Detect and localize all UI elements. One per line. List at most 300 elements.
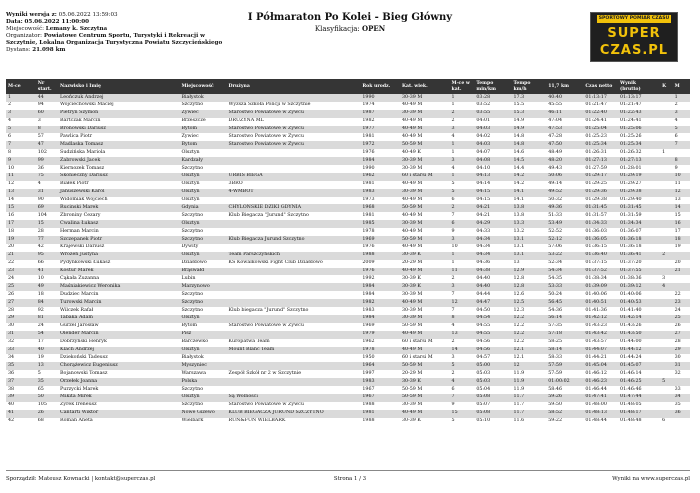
table-cell: Rucinski Marek <box>58 204 179 212</box>
table-cell: 52:12 <box>546 236 583 244</box>
table-cell: 14.5 <box>512 157 547 165</box>
table-cell: 01:29:19 <box>618 173 660 181</box>
table-cell: 54:36 <box>548 307 563 313</box>
table-cell: 49:43 <box>548 165 563 171</box>
table-cell: 59:50 <box>548 402 563 408</box>
table-cell: 1967 <box>362 386 375 392</box>
table-cell <box>660 133 672 141</box>
table-cell: 31 <box>673 362 690 370</box>
table-cell: Bronowski Dariusz <box>58 126 179 134</box>
table-cell <box>660 189 672 197</box>
table-cell: Starostwo Powiatowe w Żywcu <box>228 402 304 408</box>
table-cell: 52:34 <box>548 260 563 266</box>
table-cell: 03:52 <box>476 102 491 108</box>
table-cell: 1997 <box>362 370 375 376</box>
table-row <box>6 386 690 394</box>
table-cell <box>660 402 672 410</box>
table-cell: 01:47:44 <box>618 394 660 402</box>
table-cell: 99 <box>36 157 58 165</box>
table-row <box>6 204 690 212</box>
table-cell: 25 <box>673 315 690 323</box>
table-cell: Starostwo Powiatowe w Żywcu <box>227 126 361 134</box>
table-cell <box>660 362 672 370</box>
table-cell: 24 <box>674 307 681 313</box>
table-cell: Herman Marcin <box>60 228 99 234</box>
table-cell: 01:27:13 <box>583 157 618 165</box>
table-cell: 01:26:31 <box>585 149 607 155</box>
table-cell <box>660 268 672 276</box>
table-cell: Mikita Mirek <box>58 394 179 402</box>
table-cell: 8 <box>673 157 690 165</box>
generated-line: Wyniki wersja z: 05.06.2022 13:59:03 <box>6 12 118 18</box>
table-cell: 75 <box>36 173 58 181</box>
table-cell: 2 <box>451 118 455 124</box>
table-cell: 1974 <box>362 102 375 108</box>
table-cell: 1981 <box>362 134 375 139</box>
table-cell <box>227 331 361 339</box>
table-cell: 14.8 <box>512 141 547 149</box>
table-cell: 4 <box>674 118 678 124</box>
table-cell: Cąkała Zuzanna <box>60 276 100 282</box>
table-cell: 40-49 M <box>400 410 450 418</box>
table-cell: 13.8 <box>512 204 547 212</box>
table-cell: 01:48:44 <box>585 418 607 424</box>
table-row <box>6 220 690 228</box>
table-cell: Madlaska Tomasz <box>58 141 179 149</box>
table-cell: 21 <box>6 252 36 260</box>
table-cell: 5 <box>37 370 41 376</box>
table-cell: 13 <box>450 331 475 339</box>
table-cell: Team Parszczyńskich <box>227 252 361 260</box>
table-cell: Olsztyn <box>179 173 226 181</box>
table-row <box>6 149 690 157</box>
table-cell: 1969 <box>362 323 375 329</box>
table-cell: 19 <box>37 354 44 360</box>
table-cell: 40-49 M <box>400 299 450 307</box>
table-cell <box>660 126 672 134</box>
table-cell: 1950 <box>362 354 375 360</box>
column-header: Tempo min/km <box>474 79 511 94</box>
table-cell: 41 <box>36 268 58 276</box>
table-cell: 8 <box>8 149 12 155</box>
table-cell: 60 i starsi M <box>401 339 433 345</box>
table-cell: 57 <box>37 134 44 139</box>
table-cell: 3 <box>37 118 41 124</box>
table-cell: 01:34:34 <box>618 220 660 228</box>
table-cell: 6 <box>450 220 475 228</box>
table-cell: Są Wolności <box>227 394 361 402</box>
table-cell: 04:13 <box>474 173 511 181</box>
table-cell: Leończuk Andrzej <box>58 94 179 102</box>
table-row <box>6 347 690 355</box>
table-cell: 104 <box>37 212 47 218</box>
table-cell: 11 <box>6 173 36 181</box>
table-cell: 01:40:06 <box>620 291 642 297</box>
table-cell: 01:29:36 <box>583 189 618 197</box>
table-cell: 01:45:07 <box>618 362 660 370</box>
table-cell: 04:08 <box>474 157 511 165</box>
table-cell: Bartczak Marcin <box>60 118 101 124</box>
table-cell: 5 <box>451 181 455 187</box>
table-cell: Pawlica Piotr <box>60 134 93 139</box>
table-cell: 01:43:23 <box>585 323 607 329</box>
table-cell: 17 <box>6 220 36 228</box>
table-cell: 50:06 <box>546 173 583 181</box>
table-cell: 01:44:07 <box>583 347 618 355</box>
table-cell <box>227 197 361 205</box>
table-cell: 56:14 <box>546 315 583 323</box>
table-cell: 40 <box>8 402 15 408</box>
table-cell: 1982 <box>362 118 375 124</box>
table-cell: 04:14 <box>476 181 491 187</box>
table-cell <box>660 212 672 220</box>
table-cell: 22 <box>674 291 681 297</box>
table-cell: 11.6 <box>513 418 525 424</box>
table-cell: 48:20 <box>546 157 583 165</box>
table-cell: 30-39 M <box>400 315 450 323</box>
table-cell: 1985 <box>360 220 400 228</box>
table-cell: 04:38 <box>474 268 511 276</box>
table-cell: Krajewski Dariusz <box>60 244 105 250</box>
table-row <box>6 252 690 260</box>
table-cell: 04:21 <box>474 204 511 212</box>
table-cell: Warszawa <box>181 370 206 376</box>
table-cell: 30-39 M <box>400 157 450 165</box>
table-cell: 7 <box>6 141 36 149</box>
table-cell: 3 <box>450 157 475 165</box>
table-cell <box>660 157 672 165</box>
table-cell: 01:36:05 <box>583 236 618 244</box>
table-cell: 16 <box>673 220 690 228</box>
page-title: I Półmaraton Po Kolei - Bieg Główny <box>247 12 453 23</box>
table-row <box>6 418 690 426</box>
table-cell: 53:22 <box>546 252 583 260</box>
table-cell: Barczewko <box>181 339 209 345</box>
table-cell <box>660 165 672 173</box>
table-cell: DRUŻYNA ML <box>228 118 264 124</box>
table-cell: 30-39 M <box>400 94 450 102</box>
date-line: Data: 05.06.2022 11:00:00 <box>6 19 89 26</box>
table-cell: 3 <box>6 110 36 118</box>
column-header: M <box>673 79 690 94</box>
table-cell: 5 <box>451 418 455 424</box>
table-cell: 04:40 <box>474 283 511 291</box>
table-cell: 14.9 <box>513 118 525 124</box>
table-cell: 15 <box>36 220 58 228</box>
table-cell: 2009 <box>362 260 375 266</box>
table-cell <box>227 299 361 307</box>
table-cell: 04:36 <box>476 260 491 266</box>
table-cell: 56:45 <box>546 299 583 307</box>
table-cell: Olsztyn <box>179 347 226 355</box>
table-cell: 14.8 <box>513 134 525 139</box>
header-row <box>6 79 690 94</box>
table-cell: Bytom <box>179 141 226 149</box>
table-cell: 1969 <box>360 236 400 244</box>
table-cell: Żywiec <box>181 134 199 139</box>
table-cell: 40-49 M <box>400 268 450 276</box>
table-cell <box>660 110 672 118</box>
table-cell: 01:46:14 <box>620 370 642 376</box>
table-cell: Zespół Szkół nr 2 w Szczytnie <box>228 370 302 376</box>
table-cell: 12.2 <box>512 315 547 323</box>
table-cell: 13.8 <box>513 212 525 218</box>
table-cell: 04:34 <box>474 236 511 244</box>
table-cell: 01:44:12 <box>618 347 660 355</box>
table-cell: 04:55 <box>476 323 491 329</box>
table-cell: Chorążewicz Eugeniusz <box>58 362 179 370</box>
table-cell: 10 <box>451 244 458 250</box>
table-cell: Szczepanek Piotr <box>58 236 179 244</box>
table-cell <box>660 354 672 362</box>
table-cell: 40-49 M <box>401 102 423 108</box>
table-cell: 23 <box>673 299 690 307</box>
table-cell: Bytom <box>179 126 226 134</box>
table-cell: 01:46:23 <box>583 378 618 386</box>
table-cell: 42 <box>37 244 44 250</box>
table-cell: 01:36:18 <box>618 236 660 244</box>
table-cell: 54:34 <box>546 268 583 276</box>
table-cell: 15 <box>6 204 36 212</box>
table-row <box>6 307 690 315</box>
table-cell: 94 <box>37 102 44 108</box>
table-cell: 27 <box>673 331 690 339</box>
table-cell <box>660 94 672 102</box>
table-cell: Klub biegacza "Jurund" Szczytno <box>228 307 309 313</box>
table-cell: 1 <box>6 94 36 102</box>
table-cell <box>660 228 672 236</box>
table-cell <box>660 102 672 110</box>
table-cell: 04:40 <box>476 276 491 282</box>
table-cell: Roman Aneta <box>60 418 93 424</box>
table-cell: Tabaka Adam <box>58 315 179 323</box>
table-cell: 04:50 <box>476 307 491 313</box>
table-cell: 30-39 M <box>401 307 423 313</box>
table-cell: 01:42:14 <box>618 315 660 323</box>
table-cell: Olender Marcin <box>58 331 179 339</box>
table-cell: Dywity <box>181 244 199 250</box>
table-row <box>6 268 690 276</box>
table-cell: 13.1 <box>512 252 547 260</box>
table-cell: 30-39 M <box>400 220 450 228</box>
table-cell: Sudzińska Mariola <box>60 149 106 155</box>
table-cell: 1976 <box>362 149 375 155</box>
table-cell: 58:33 <box>548 354 563 360</box>
column-header: M-ce <box>6 79 36 94</box>
table-cell: 14.1 <box>512 189 547 197</box>
table-cell: 01:40:06 <box>585 291 607 297</box>
table-cell <box>660 347 672 355</box>
table-cell <box>660 244 672 252</box>
results-body <box>6 94 690 425</box>
table-cell: 01:37:55 <box>618 268 660 276</box>
table-cell: 2 <box>451 339 455 345</box>
table-row <box>6 102 690 110</box>
table-cell: 01:31:45 <box>618 204 660 212</box>
table-cell: 84 <box>36 299 58 307</box>
table-cell: 51:33 <box>548 212 563 218</box>
table-cell: 01:36:15 <box>585 244 607 250</box>
table-cell: Bojanowski Tomasz <box>60 370 108 376</box>
table-cell: 69 <box>36 204 58 212</box>
table-cell: 31 <box>6 331 36 339</box>
table-cell: 47:50 <box>546 141 583 149</box>
table-cell: 01:25:04 <box>583 126 618 134</box>
table-cell: 1976 <box>362 244 375 250</box>
table-cell: Kiernozek Tomasz <box>60 165 105 171</box>
table-cell: 5 <box>660 378 672 386</box>
table-cell: 58:14 <box>546 347 583 355</box>
table-cell: 1978 <box>360 347 400 355</box>
table-cell: 42 <box>8 418 15 424</box>
column-header: Wynik (brutto) <box>618 79 660 94</box>
table-cell: 40-49 K <box>401 149 421 155</box>
table-cell: 11 <box>450 268 475 276</box>
table-row <box>6 157 690 165</box>
table-cell: 1979 <box>360 331 400 339</box>
table-cell: 1 <box>451 260 455 266</box>
table-cell <box>660 386 672 394</box>
table-cell: Szczytno <box>181 307 204 313</box>
table-cell: 01:43:26 <box>620 323 642 329</box>
table-cell: Szczytno <box>181 165 204 171</box>
organizer-line: Organizator: Powiatowe Centrum Sportu, Turystyki i Rekreacji w Szczytnie, Lokalna Organizacja Turystyczna Powiatu Szczycieńskiego <box>6 33 223 47</box>
table-cell: 28 <box>8 307 15 313</box>
table-cell: Pydynkowski Łukasz <box>60 260 111 266</box>
table-cell: 40-49 M <box>401 244 423 250</box>
table-cell: 01:36:40 <box>583 252 618 260</box>
table-cell: 40-49 M <box>400 347 450 355</box>
table-cell: 8 <box>36 126 58 134</box>
table-cell: 6 <box>451 197 455 203</box>
table-cell: 34 <box>673 394 690 402</box>
table-cell: 01:38:36 <box>620 276 642 282</box>
table-cell: 04:03 <box>474 126 511 134</box>
distance-line: Dystans: 21.098 km <box>6 47 66 54</box>
table-cell: 13.2 <box>513 228 525 234</box>
table-cell: 5 <box>6 126 36 134</box>
table-cell: 1983 <box>362 307 375 313</box>
table-cell: 27 <box>6 299 36 307</box>
table-cell: 11.9 <box>512 378 547 386</box>
column-header: Drużyna <box>227 79 361 94</box>
table-cell: RUN&FUN WIELBARK <box>228 418 286 424</box>
table-cell: Starostwo Powiatowe w Żywcu <box>228 134 304 139</box>
table-cell: 01:43:50 <box>618 331 660 339</box>
table-cell: 57:59 <box>548 370 563 376</box>
table-cell: 30 <box>8 323 15 329</box>
table-cell: 23 <box>6 268 36 276</box>
table-cell: 1978 <box>362 228 375 234</box>
table-cell: 01:45:04 <box>583 362 618 370</box>
table-cell: 04:34 <box>474 252 511 260</box>
table-cell: 1976 <box>360 268 400 276</box>
table-cell: 18 <box>673 236 690 244</box>
table-cell: Klach Andrzej <box>58 347 179 355</box>
table-cell: 01:25:26 <box>620 134 642 139</box>
table-cell: 01:38:34 <box>585 276 607 282</box>
table-cell: 26 <box>36 410 58 418</box>
table-cell <box>660 181 672 189</box>
table-cell: 4 <box>660 283 672 291</box>
table-cell: 102 <box>37 149 47 155</box>
table-cell: 11.7 <box>513 402 525 408</box>
table-cell: 01:44:21 <box>585 354 607 360</box>
table-cell: 01:13:17 <box>583 94 618 102</box>
table-row <box>6 189 690 197</box>
table-cell <box>227 362 361 370</box>
table-cell: 14 <box>673 204 690 212</box>
table-cell: 01:40:51 <box>583 299 618 307</box>
table-cell: 36 <box>8 370 15 376</box>
table-cell: 30-39 K <box>400 378 450 386</box>
table-cell: 11.7 <box>512 394 547 402</box>
table-cell: 52:52 <box>548 228 563 234</box>
table-cell: 1984 <box>362 291 375 297</box>
table-cell <box>660 236 672 244</box>
table-cell: KLUB BIEGACZA JURUND SZCZYTNO <box>227 410 361 418</box>
table-cell: 50 <box>36 394 58 402</box>
table-cell: 30-39 K <box>401 276 421 282</box>
table-cell: 12.6 <box>513 291 525 297</box>
table-row <box>6 173 690 181</box>
table-cell: Olsztyn <box>179 220 226 228</box>
table-row <box>6 133 690 141</box>
table-cell: Cantarti Wiktor <box>58 410 179 418</box>
table-cell: 18 <box>37 291 44 297</box>
table-cell: 01:47:41 <box>583 394 618 402</box>
table-cell: 6 <box>674 134 678 139</box>
table-cell <box>673 283 690 291</box>
table-cell: 04:01 <box>476 118 491 124</box>
table-cell: 1 <box>451 102 455 108</box>
table-cell: 3 <box>450 283 475 291</box>
table-cell: Purzycki Marek <box>60 386 99 392</box>
table-cell: 14 <box>450 347 475 355</box>
table-cell: 10 <box>673 173 690 181</box>
table-cell <box>660 141 672 149</box>
table-cell: 90 <box>37 197 44 203</box>
table-cell: 11.9 <box>513 386 525 392</box>
table-cell: 05:08 <box>474 394 511 402</box>
table-cell: 30-39 M <box>400 189 450 197</box>
table-cell: 50-59 M <box>400 236 450 244</box>
table-cell: 01:36:03 <box>585 228 607 234</box>
table-cell: 24 <box>8 276 15 282</box>
table-cell <box>227 244 361 252</box>
table-cell: 30-39 M <box>401 165 423 171</box>
table-cell: 2 <box>674 102 678 108</box>
table-cell: 01:31:45 <box>583 204 618 212</box>
table-row <box>6 244 690 252</box>
table-cell: 01:42:12 <box>583 315 618 323</box>
table-cell: 53:33 <box>546 283 583 291</box>
table-cell: 01:25:06 <box>618 126 660 134</box>
table-cell: 47:04 <box>548 118 563 124</box>
table-cell: 05:03 <box>476 370 491 376</box>
table-cell: 1981 <box>362 181 375 187</box>
table-cell: 60 i starsi M <box>400 173 450 181</box>
page-number: Strona 1 / 3 <box>333 476 367 482</box>
table-cell: 01:36:41 <box>618 252 660 260</box>
table-row <box>6 315 690 323</box>
table-cell: 04:03 <box>474 141 511 149</box>
table-cell <box>660 323 672 331</box>
table-cell: 01:48:00 <box>585 402 607 408</box>
table-cell: 12.8 <box>513 276 525 282</box>
table-cell: 58:25 <box>548 339 563 345</box>
table-cell: 1984 <box>360 157 400 165</box>
